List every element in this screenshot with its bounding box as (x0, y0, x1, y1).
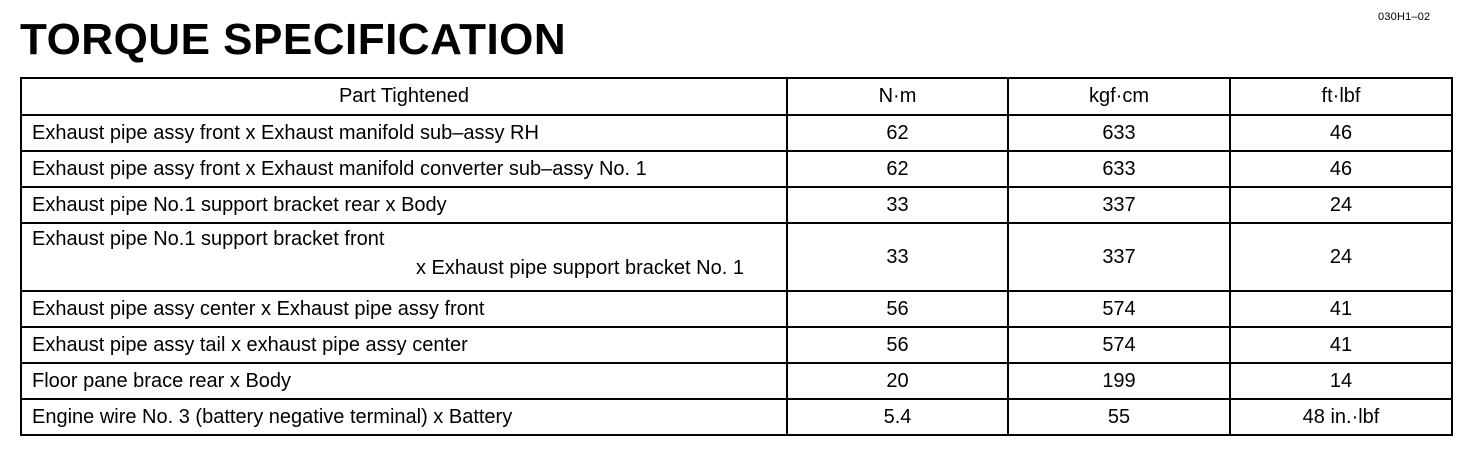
kgfcm-cell: 574 (1008, 327, 1230, 363)
part-cell: Floor pane brace rear x Body (21, 363, 787, 399)
nm-cell: 56 (787, 327, 1008, 363)
table-header-row (21, 78, 1452, 115)
kgfcm-cell: 633 (1008, 151, 1230, 187)
part-cell: Exhaust pipe No.1 support bracket rear x Body (21, 187, 787, 223)
nm-cell: 62 (787, 151, 1008, 187)
part-cell (21, 223, 787, 291)
nm-cell: 5.4 (787, 399, 1008, 435)
column-header-kgfcm: kgf·cm (1008, 78, 1230, 115)
page-title: TORQUE SPECIFICATION (20, 15, 567, 64)
nm-cell: 33 (787, 223, 1008, 291)
table-row (21, 291, 1452, 327)
ftlbf-cell: 48 in.·lbf (1230, 399, 1452, 435)
kgfcm-cell: 574 (1008, 291, 1230, 327)
table-row (21, 115, 1452, 151)
table-row (21, 187, 1452, 223)
torque-spec-table (20, 77, 1453, 436)
ftlbf-cell: 14 (1230, 363, 1452, 399)
nm-cell: 20 (787, 363, 1008, 399)
ftlbf-cell: 46 (1230, 151, 1452, 187)
ftlbf-cell: 41 (1230, 327, 1452, 363)
table-row (21, 327, 1452, 363)
ftlbf-cell: 24 (1230, 187, 1452, 223)
part-cell: Exhaust pipe assy tail x exhaust pipe assy center (21, 327, 787, 363)
ftlbf-cell: 46 (1230, 115, 1452, 151)
ftlbf-cell: 24 (1230, 223, 1452, 291)
part-cell-line1: Exhaust pipe No.1 support bracket front (32, 228, 385, 250)
kgfcm-cell: 337 (1008, 223, 1230, 291)
part-cell: Exhaust pipe assy front x Exhaust manifold converter sub–assy No. 1 (21, 151, 787, 187)
column-header-part: Part Tightened (21, 78, 787, 115)
nm-cell: 33 (787, 187, 1008, 223)
part-cell-line2: x Exhaust pipe support bracket No. 1 (416, 257, 744, 279)
kgfcm-cell: 55 (1008, 399, 1230, 435)
table-row (21, 399, 1452, 435)
table-row (21, 363, 1452, 399)
nm-cell: 62 (787, 115, 1008, 151)
table-row (21, 223, 1452, 291)
nm-cell: 56 (787, 291, 1008, 327)
column-header-ftlbf: ft·lbf (1230, 78, 1452, 115)
column-header-nm: N·m (787, 78, 1008, 115)
kgfcm-cell: 199 (1008, 363, 1230, 399)
table-row (21, 151, 1452, 187)
ftlbf-cell: 41 (1230, 291, 1452, 327)
document-code: 030H1–02 (1378, 11, 1431, 23)
part-cell: Exhaust pipe assy front x Exhaust manifold sub–assy RH (21, 115, 787, 151)
part-cell: Engine wire No. 3 (battery negative terminal) x Battery (21, 399, 787, 435)
part-cell: Exhaust pipe assy center x Exhaust pipe assy front (21, 291, 787, 327)
kgfcm-cell: 633 (1008, 115, 1230, 151)
kgfcm-cell: 337 (1008, 187, 1230, 223)
